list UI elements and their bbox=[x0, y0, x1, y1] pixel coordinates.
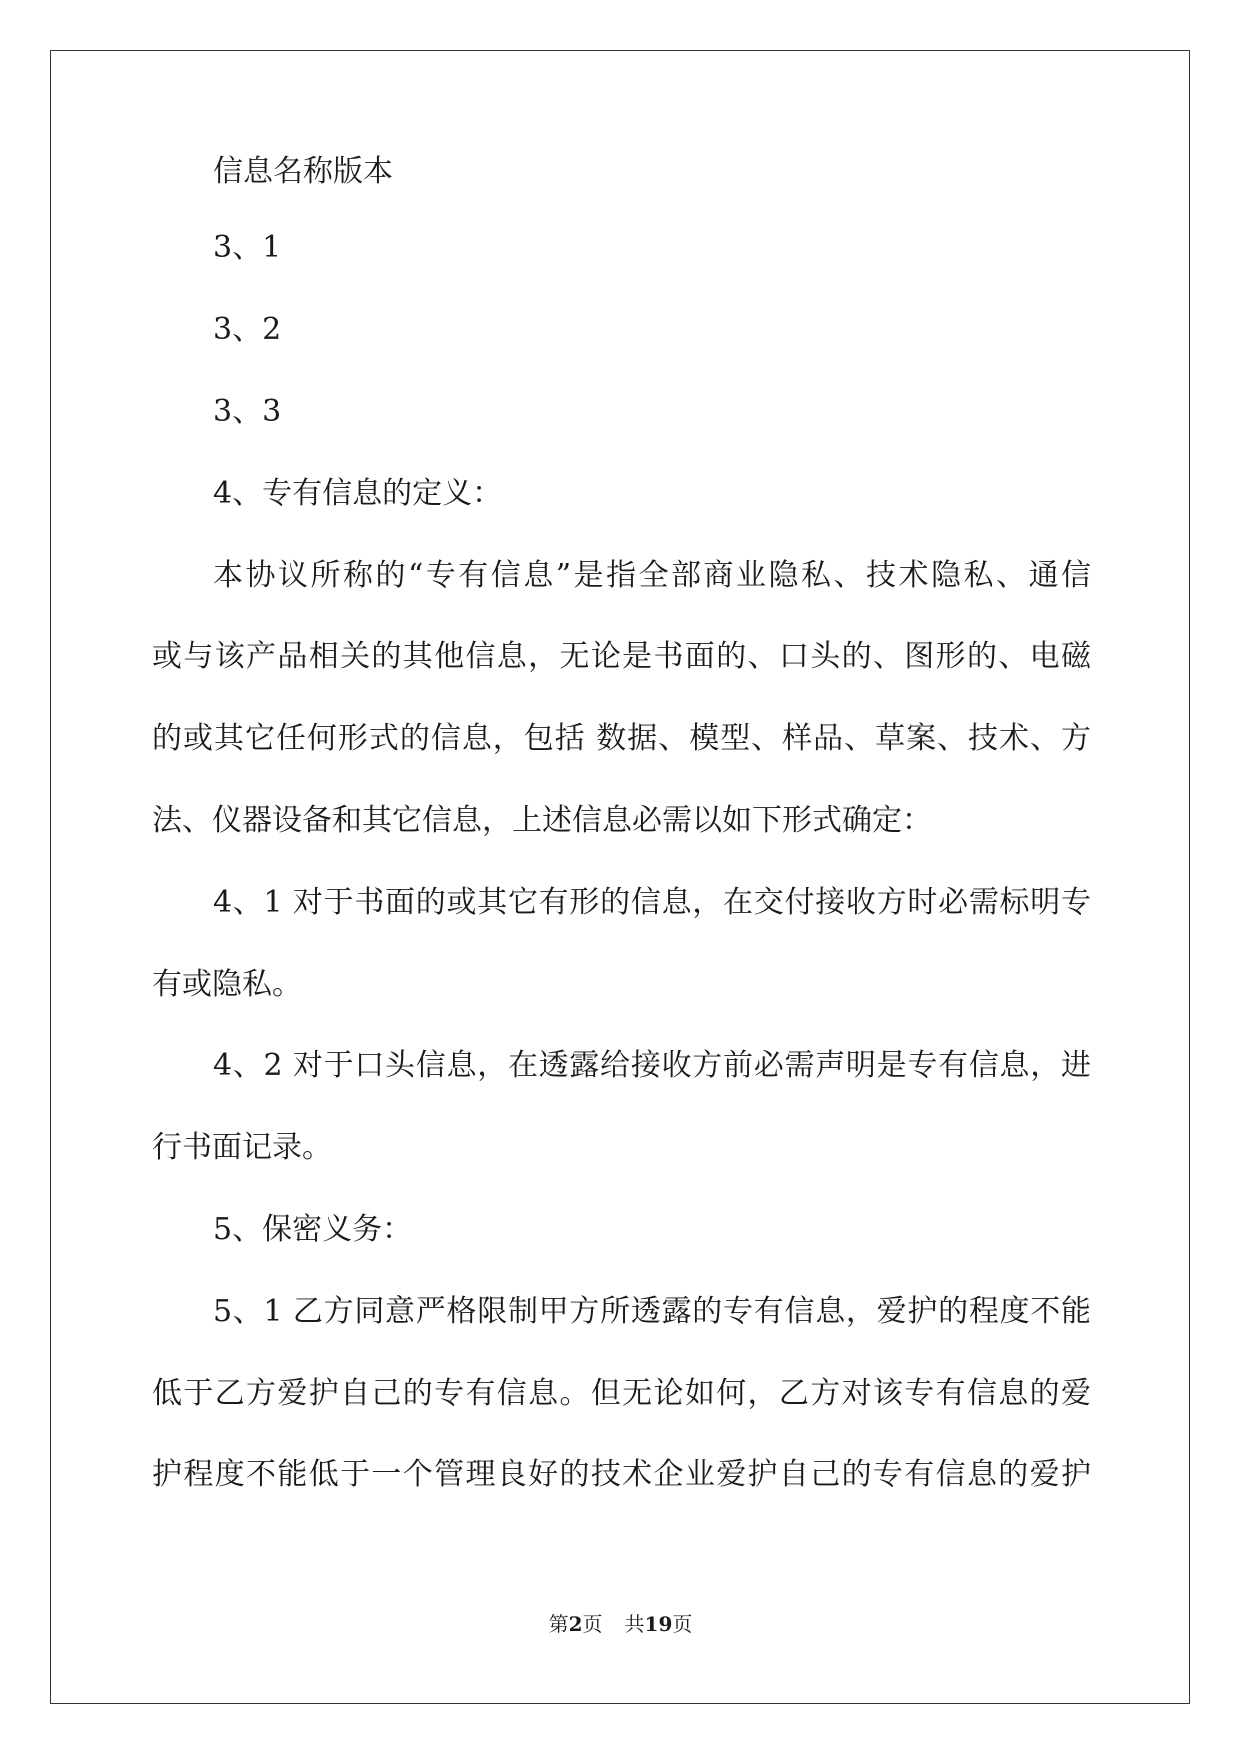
footer-total-pages: 19 bbox=[644, 1612, 673, 1636]
line-14-section-heading: 5、保密义务： bbox=[213, 1212, 413, 1247]
line-10: 4、1 对于书面的或其它有形的信息，在交付接收方时必需标明专 bbox=[213, 885, 1091, 920]
footer-page-suffix: 页 bbox=[582, 1612, 603, 1636]
line-3: 3、2 bbox=[213, 312, 282, 347]
footer-total-prefix: 共 bbox=[624, 1612, 645, 1636]
line-6: 本协议所称的“专有信息”是指全部商业隐私、技术隐私、通信 bbox=[213, 558, 1091, 593]
line-17: 护程度不能低于一个管理良好的技术企业爱护自己的专有信息的爱护 bbox=[152, 1457, 1091, 1492]
line-1: 信息名称版本 bbox=[213, 154, 393, 189]
line-16: 低于乙方爱护自己的专有信息。但无论如何，乙方对该专有信息的爱 bbox=[152, 1376, 1091, 1411]
page-footer bbox=[0, 1611, 1241, 1637]
line-9: 法、仪器设备和其它信息，上述信息必需以如下形式确定： bbox=[152, 803, 932, 838]
line-15: 5、1 乙方同意严格限制甲方所透露的专有信息，爱护的程度不能 bbox=[213, 1294, 1091, 1329]
line-4: 3、3 bbox=[213, 394, 282, 429]
line-12: 4、2 对于口头信息，在透露给接收方前必需声明是专有信息，进 bbox=[213, 1048, 1091, 1083]
footer-page-number: 2 bbox=[568, 1612, 583, 1636]
line-5-section-heading: 4、专有信息的定义： bbox=[213, 476, 503, 511]
line-13: 行书面记录。 bbox=[152, 1130, 332, 1165]
line-7: 或与该产品相关的其他信息，无论是书面的、口头的、图形的、电磁 bbox=[152, 639, 1091, 674]
line-8: 的或其它任何形式的信息，包括 数据、模型、样品、草案、技术、方 bbox=[152, 721, 1091, 756]
footer-total-suffix: 页 bbox=[672, 1612, 693, 1636]
line-2: 3、1 bbox=[213, 230, 282, 265]
line-11: 有或隐私。 bbox=[152, 967, 302, 1002]
footer-prefix: 第 bbox=[548, 1612, 569, 1636]
